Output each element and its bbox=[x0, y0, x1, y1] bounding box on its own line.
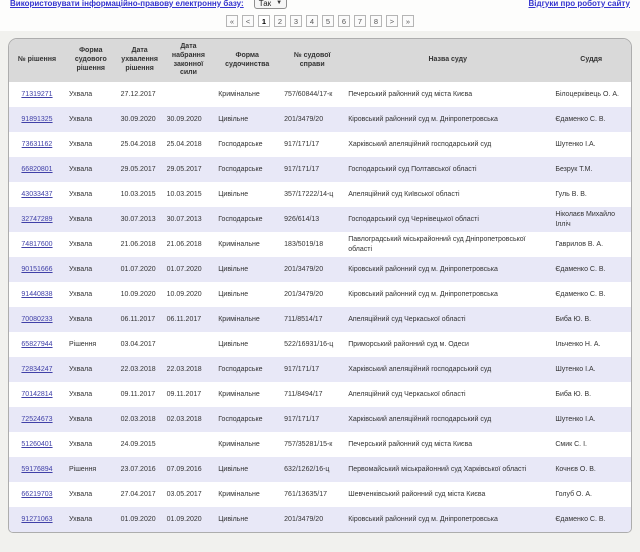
decision-number-cell bbox=[9, 382, 65, 407]
decision-date-cell: 27.04.2017 bbox=[120, 490, 156, 498]
decision-date-cell: 01.09.2020 bbox=[120, 515, 156, 523]
case-number-cell: 757/60844/17-к bbox=[284, 90, 333, 98]
decision-form-cell: Ухвала bbox=[68, 290, 93, 298]
court-name-cell: Апеляційний суд Київської області bbox=[348, 190, 460, 198]
decision-date-cell: 06.11.2017 bbox=[120, 315, 156, 323]
table-row bbox=[9, 282, 631, 307]
court-name-cell: Печерський районний суд міста Києва bbox=[348, 90, 473, 98]
decision-link[interactable]: 72524673 bbox=[21, 415, 53, 423]
decision-form-cell: Ухвала bbox=[68, 90, 93, 98]
decision-link[interactable]: 32747289 bbox=[21, 215, 53, 223]
column-header-2: Дата ухвалення рішення bbox=[117, 39, 163, 82]
proceeding-form-cell: Кримінальне bbox=[218, 90, 260, 98]
court-name-cell: Кіровський районний суд м. Дніпропетровська bbox=[348, 515, 498, 523]
decision-link[interactable]: 90151666 bbox=[21, 265, 53, 273]
table-row bbox=[9, 432, 631, 457]
court-name-cell: Павлоградський міськрайонний суд Дніпропетровської області bbox=[348, 236, 526, 253]
decision-date-cell: 02.03.2018 bbox=[120, 415, 156, 423]
decision-date-cell: 30.09.2020 bbox=[120, 115, 156, 123]
decision-form-cell: Рішення bbox=[68, 465, 97, 473]
judge-cell: Биба Ю. В. bbox=[555, 315, 592, 323]
decision-date-cell: 03.04.2017 bbox=[120, 340, 156, 348]
decision-form-cell: Ухвала bbox=[68, 215, 93, 223]
pagination-last[interactable]: » bbox=[402, 15, 414, 27]
case-number-cell: 201/3479/20 bbox=[284, 115, 324, 123]
legal-force-date-cell: 29.05.2017 bbox=[166, 165, 202, 173]
decision-form-cell: Ухвала bbox=[68, 490, 93, 498]
decision-number-cell bbox=[9, 107, 65, 132]
decision-link[interactable]: 72834247 bbox=[21, 365, 53, 373]
judge-cell: Смик С. І. bbox=[555, 440, 587, 448]
table-row bbox=[9, 82, 631, 107]
top-bar bbox=[8, 0, 632, 9]
case-number-cell: 201/3479/20 bbox=[284, 290, 324, 298]
legal-force-date-cell: 10.03.2015 bbox=[166, 190, 202, 198]
case-number-cell: 917/171/17 bbox=[284, 415, 320, 423]
proceeding-form-cell: Цивільне bbox=[218, 290, 249, 298]
results-table-container bbox=[8, 38, 632, 533]
table-body bbox=[9, 82, 631, 532]
chevron-down-icon: ▼ bbox=[276, 0, 283, 6]
table-row bbox=[9, 232, 631, 257]
table-header bbox=[9, 39, 631, 82]
decision-link[interactable]: 70142814 bbox=[21, 390, 53, 398]
column-header-0: № рішення bbox=[9, 39, 65, 82]
table-row bbox=[9, 407, 631, 432]
table-row bbox=[9, 382, 631, 407]
court-name-cell: Кіровський районний суд м. Дніпропетровська bbox=[348, 265, 498, 273]
decision-date-cell: 22.03.2018 bbox=[120, 365, 156, 373]
table-header-row bbox=[9, 39, 631, 82]
decision-number-cell bbox=[9, 257, 65, 282]
court-name-cell: Приморський районний суд м. Одеси bbox=[348, 340, 469, 348]
court-name-cell: Кіровський районний суд м. Дніпропетровська bbox=[348, 290, 498, 298]
judge-cell: Шутенко І.А. bbox=[555, 365, 596, 373]
use-db-link[interactable]: Використовувати інформаційно-правову електронну базу: bbox=[10, 0, 244, 8]
court-name-cell: Харківський апеляційний господарський суд bbox=[348, 365, 492, 373]
case-number-cell: 183/5019/18 bbox=[284, 240, 324, 248]
pagination-page-3[interactable]: 3 bbox=[290, 15, 302, 27]
proceeding-form-cell: Господарське bbox=[218, 365, 263, 373]
proceeding-form-cell: Кримінальне bbox=[218, 390, 260, 398]
decision-number-cell bbox=[9, 357, 65, 382]
decision-number-cell bbox=[9, 332, 65, 357]
legal-force-date-cell: 30.09.2020 bbox=[166, 115, 202, 123]
table-row bbox=[9, 357, 631, 382]
legal-force-date-cell: 01.07.2020 bbox=[166, 265, 202, 273]
judge-cell: Білоцерківець О. А. bbox=[555, 90, 619, 98]
decision-number-cell bbox=[9, 407, 65, 432]
legal-force-date-cell: 25.04.2018 bbox=[166, 140, 202, 148]
decision-date-cell: 25.04.2018 bbox=[120, 140, 156, 148]
case-number-cell: 357/17222/14-ц bbox=[284, 190, 334, 198]
judge-cell: Шутенко І.А. bbox=[555, 140, 596, 148]
proceeding-form-cell: Цивільне bbox=[218, 190, 249, 198]
decision-number-cell bbox=[9, 232, 65, 257]
proceeding-form-cell: Цивільне bbox=[218, 340, 249, 348]
decision-link[interactable]: 43033437 bbox=[21, 190, 53, 198]
decision-date-cell: 10.03.2015 bbox=[120, 190, 156, 198]
table-row bbox=[9, 107, 631, 132]
judge-cell: Єдаменко С. В. bbox=[555, 265, 606, 273]
decision-link[interactable]: 66219703 bbox=[21, 490, 53, 498]
table-row bbox=[9, 457, 631, 482]
case-number-cell: 917/171/17 bbox=[284, 365, 320, 373]
pagination-page-6[interactable]: 6 bbox=[338, 15, 350, 27]
case-number-cell: 632/1262/16-ц bbox=[284, 465, 330, 473]
decision-date-cell: 29.05.2017 bbox=[120, 165, 156, 173]
judge-cell: Гаврилов В. А. bbox=[555, 240, 604, 248]
table-row bbox=[9, 132, 631, 157]
case-number-cell: 926/614/13 bbox=[284, 215, 320, 223]
table-row bbox=[9, 157, 631, 182]
decision-form-cell: Рішення bbox=[68, 340, 97, 348]
judge-cell: Биба Ю. В. bbox=[555, 390, 592, 398]
decision-number-cell bbox=[9, 507, 65, 532]
decision-number-cell bbox=[9, 282, 65, 307]
court-name-cell: Харківський апеляційний господарський суд bbox=[348, 415, 492, 423]
decision-form-cell: Ухвала bbox=[68, 365, 93, 373]
legal-force-date-cell: 09.11.2017 bbox=[166, 390, 202, 398]
decision-link[interactable]: 71319271 bbox=[21, 90, 53, 98]
court-name-cell: Апеляційний суд Черкаської області bbox=[348, 390, 466, 398]
table-row bbox=[9, 332, 631, 357]
judge-cell: Кочнєв О. В. bbox=[555, 465, 596, 473]
decision-form-cell: Ухвала bbox=[68, 265, 93, 273]
decision-number-cell bbox=[9, 207, 65, 232]
decision-date-cell: 09.11.2017 bbox=[120, 390, 156, 398]
legal-force-date-cell: 21.06.2018 bbox=[166, 240, 202, 248]
decision-number-cell bbox=[9, 132, 65, 157]
decision-form-cell: Ухвала bbox=[68, 315, 93, 323]
decision-date-cell: 27.12.2017 bbox=[120, 90, 156, 98]
column-header-1: Форма судового рішення bbox=[65, 39, 117, 82]
judge-cell: Гуль В. В. bbox=[555, 190, 587, 198]
legal-force-date-cell: 07.09.2016 bbox=[166, 465, 202, 473]
legal-force-date-cell: 10.09.2020 bbox=[166, 290, 202, 298]
decision-form-cell: Ухвала bbox=[68, 190, 93, 198]
judge-cell: Єдаменко С. В. bbox=[555, 515, 606, 523]
decision-number-cell bbox=[9, 457, 65, 482]
decision-number-cell bbox=[9, 432, 65, 457]
judge-cell: Безрук Т.М. bbox=[555, 165, 593, 173]
decision-link[interactable]: 74817600 bbox=[21, 240, 53, 248]
proceeding-form-cell: Цивільне bbox=[218, 265, 249, 273]
pagination-page-7[interactable]: 7 bbox=[354, 15, 366, 27]
decision-number-cell bbox=[9, 307, 65, 332]
table-row bbox=[9, 182, 631, 207]
column-header-4: Форма судочинства bbox=[214, 39, 280, 82]
proceeding-form-cell: Господарське bbox=[218, 140, 263, 148]
case-number-cell: 711/8494/17 bbox=[284, 390, 323, 398]
pagination-page-5[interactable]: 5 bbox=[322, 15, 334, 27]
pagination-page-2[interactable]: 2 bbox=[274, 15, 286, 27]
table-row bbox=[9, 307, 631, 332]
top-area bbox=[0, 0, 640, 31]
decision-date-cell: 21.06.2018 bbox=[120, 240, 156, 248]
decision-date-cell: 23.07.2016 bbox=[120, 465, 156, 473]
court-name-cell: Апеляційний суд Черкаської області bbox=[348, 315, 466, 323]
use-db-select-value: Так bbox=[258, 0, 272, 8]
decision-link[interactable]: 91440838 bbox=[21, 290, 53, 298]
case-number-cell: 757/35281/15-к bbox=[284, 440, 333, 448]
decision-link[interactable]: 91891325 bbox=[21, 115, 53, 123]
proceeding-form-cell: Господарське bbox=[218, 215, 263, 223]
case-number-cell: 201/3479/20 bbox=[284, 265, 324, 273]
decision-number-cell bbox=[9, 482, 65, 507]
proceeding-form-cell: Цивільне bbox=[218, 465, 249, 473]
court-name-cell: Кіровський районний суд м. Дніпропетровська bbox=[348, 115, 498, 123]
column-header-6: Назва суду bbox=[344, 39, 551, 82]
pagination-page-4[interactable]: 4 bbox=[306, 15, 318, 27]
legal-force-date-cell: 30.07.2013 bbox=[166, 215, 202, 223]
case-number-cell: 917/171/17 bbox=[284, 140, 320, 148]
legal-force-date-cell bbox=[163, 332, 215, 357]
proceeding-form-cell: Господарське bbox=[218, 415, 263, 423]
decision-date-cell: 01.07.2020 bbox=[120, 265, 156, 273]
decision-form-cell: Ухвала bbox=[68, 165, 93, 173]
pagination-prev[interactable]: < bbox=[242, 15, 254, 27]
decision-link[interactable]: 73631162 bbox=[21, 140, 53, 148]
case-number-cell: 522/16931/16-ц bbox=[284, 340, 334, 348]
decision-link[interactable]: 65827944 bbox=[21, 340, 53, 348]
legal-force-date-cell: 01.09.2020 bbox=[166, 515, 202, 523]
decision-form-cell: Ухвала bbox=[68, 390, 93, 398]
legal-force-date-cell bbox=[163, 82, 215, 107]
legal-force-date-cell: 22.03.2018 bbox=[166, 365, 202, 373]
proceeding-form-cell: Господарське bbox=[218, 165, 263, 173]
judge-cell: Єдаменко С. В. bbox=[555, 290, 606, 298]
court-name-cell: Первомайський міськрайонний суд Харківської області bbox=[348, 465, 527, 473]
feedback-link[interactable]: Відгуки про роботу сайту bbox=[528, 0, 630, 8]
decision-form-cell: Ухвала bbox=[68, 415, 93, 423]
legal-force-date-cell: 03.05.2017 bbox=[166, 490, 202, 498]
decision-link[interactable]: 70080233 bbox=[21, 315, 53, 323]
judge-cell: Єдаменко С. В. bbox=[555, 115, 606, 123]
court-name-cell: Господарський суд Чернівецької області bbox=[348, 215, 479, 223]
proceeding-form-cell: Цивільне bbox=[218, 515, 249, 523]
case-number-cell: 761/13635/17 bbox=[284, 490, 327, 498]
column-header-7: Суддя bbox=[551, 39, 631, 82]
table-row bbox=[9, 507, 631, 532]
decision-number-cell bbox=[9, 82, 65, 107]
decision-link[interactable]: 91271063 bbox=[21, 515, 53, 523]
decision-form-cell: Ухвала bbox=[68, 115, 93, 123]
decision-number-cell bbox=[9, 182, 65, 207]
column-header-5: № судової справи bbox=[280, 39, 344, 82]
judge-cell: Ніколаєв Михайло Ілліч bbox=[555, 211, 616, 228]
case-number-cell: 711/8514/17 bbox=[284, 315, 323, 323]
proceeding-form-cell: Кримінальне bbox=[218, 440, 260, 448]
court-name-cell: Господарський суд Полтавської області bbox=[348, 165, 477, 173]
decision-link[interactable]: 59176894 bbox=[21, 465, 53, 473]
decision-form-cell: Ухвала bbox=[68, 240, 93, 248]
legal-force-date-cell: 02.03.2018 bbox=[166, 415, 202, 423]
proceeding-form-cell: Кримінальне bbox=[218, 490, 260, 498]
pagination-first[interactable]: « bbox=[226, 15, 238, 27]
decision-link[interactable]: 66820801 bbox=[21, 165, 53, 173]
judge-cell: Ільченко Н. А. bbox=[555, 340, 601, 348]
decision-form-cell: Ухвала bbox=[68, 440, 93, 448]
decision-date-cell: 30.07.2013 bbox=[120, 215, 156, 223]
judge-cell: Голуб О. А. bbox=[555, 490, 592, 498]
pagination bbox=[8, 15, 632, 27]
decision-date-cell: 24.09.2015 bbox=[120, 440, 156, 448]
pagination-page-8[interactable]: 8 bbox=[370, 15, 382, 27]
case-number-cell: 917/171/17 bbox=[284, 165, 320, 173]
results-table bbox=[9, 39, 631, 532]
proceeding-form-cell: Кримінальне bbox=[218, 315, 260, 323]
table-row bbox=[9, 482, 631, 507]
decision-date-cell: 10.09.2020 bbox=[120, 290, 156, 298]
pagination-page-1[interactable]: 1 bbox=[258, 15, 270, 27]
court-name-cell: Шевченківський районний суд міста Києва bbox=[348, 490, 486, 498]
pagination-next[interactable]: > bbox=[386, 15, 398, 27]
decision-form-cell: Ухвала bbox=[68, 140, 93, 148]
proceeding-form-cell: Кримінальне bbox=[218, 240, 260, 248]
table-row bbox=[9, 257, 631, 282]
table-row bbox=[9, 207, 631, 232]
court-name-cell: Печерський районний суд міста Києва bbox=[348, 440, 473, 448]
court-name-cell: Харківський апеляційний господарський суд bbox=[348, 140, 492, 148]
decision-number-cell bbox=[9, 157, 65, 182]
use-db-select[interactable] bbox=[254, 0, 287, 9]
judge-cell: Шутенко І.А. bbox=[555, 415, 596, 423]
legal-force-date-cell bbox=[163, 432, 215, 457]
column-header-3: Дата набрання законної сили bbox=[163, 39, 215, 82]
decision-form-cell: Ухвала bbox=[68, 515, 93, 523]
proceeding-form-cell: Цивільне bbox=[218, 115, 249, 123]
decision-link[interactable]: 51260401 bbox=[21, 440, 53, 448]
case-number-cell: 201/3479/20 bbox=[284, 515, 324, 523]
legal-force-date-cell: 06.11.2017 bbox=[166, 315, 202, 323]
